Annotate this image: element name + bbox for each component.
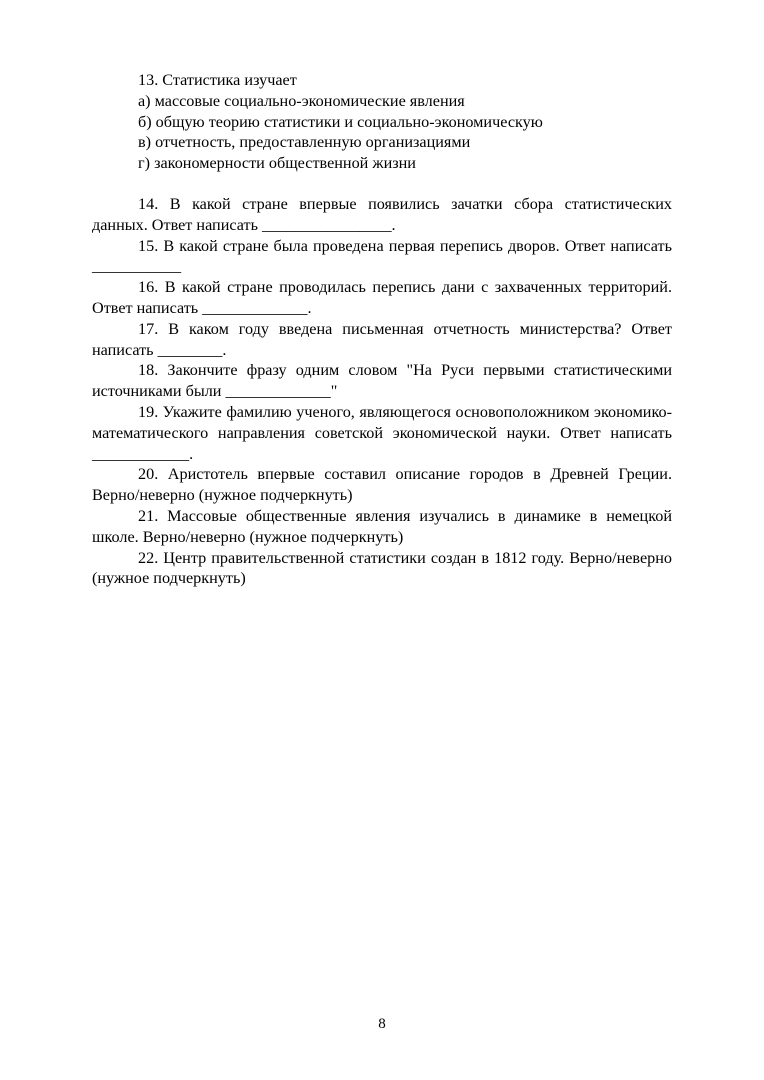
question-21: 21. Массовые общественные явления изучались в динамике в немецкой школе. Верно/неверно (нужное подчеркнуть) xyxy=(92,506,672,546)
question-22: 22. Центр правительственной статистики создан в 1812 году. Верно/неверно (нужное подчеркнуть) xyxy=(92,548,672,588)
question-13-stem: 13. Статистика изучает xyxy=(138,71,297,89)
question-17: 17. В каком году введена письменная отчетность министерства? Ответ написать ________. xyxy=(92,319,672,359)
question-13-option-b: б) общую теорию статистики и социально-экономическую xyxy=(138,112,543,131)
question-13 xyxy=(92,70,672,174)
question-15: 15. В какой стране была проведена первая перепись дворов. Ответ написать ___________ xyxy=(92,236,672,276)
question-18: 18. Закончите фразу одним словом "На Руси первыми статистическими источниками были _____________" xyxy=(92,361,672,401)
question-20: 20. Аристотель впервые составил описание городов в Древней Греции. Верно/неверно (нужное подчеркнуть) xyxy=(92,465,672,505)
question-14: 14. В какой стране впервые появились зачатки сбора статистических данных. Ответ написать ________________. xyxy=(92,194,672,234)
question-13-option-c: в) отчетность, предоставленную организациями xyxy=(138,133,471,152)
spacer xyxy=(92,174,672,194)
page-number: 8 xyxy=(378,1016,386,1032)
question-13-option-a: а) массовые социально-экономические явления xyxy=(138,91,465,110)
question-19: 19. Укажите фамилию ученого, являющегося основоположником экономико-математического направления советской экономической науки. Ответ написать ____________. xyxy=(92,402,672,463)
question-13-option-d: г) закономерности общественной жизни xyxy=(138,154,416,173)
question-16: 16. В какой стране проводилась перепись дани с захваченных территорий. Ответ написать _____________. xyxy=(92,278,672,317)
page-content xyxy=(92,70,672,589)
